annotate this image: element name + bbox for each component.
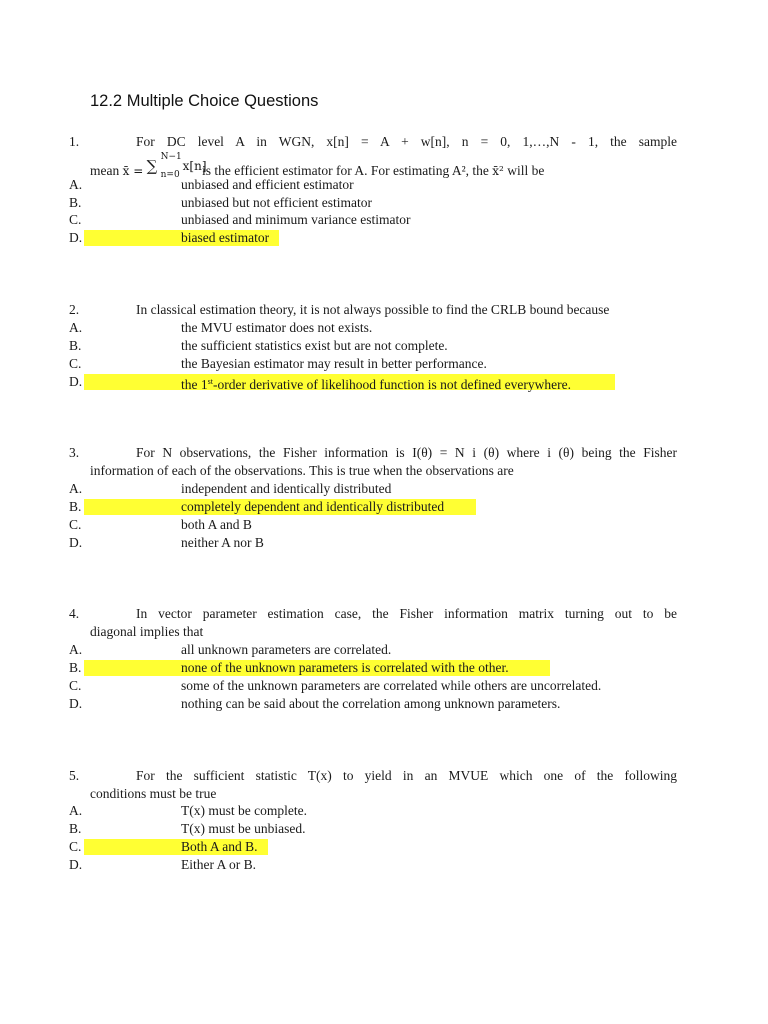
option-letter: A.: [69, 177, 83, 192]
option-text: Either A or B.: [181, 857, 256, 872]
question-number: 4.: [69, 606, 80, 621]
question-text: For N observations, the Fisher information is I(θ) = N i (θ) where i (θ) being the Fisher: [136, 445, 677, 460]
question-text-continued: information of each of the observations. This is true when the observations are: [90, 463, 514, 478]
option-letter: C.: [69, 212, 82, 227]
option-text: unbiased but not efficient estimator: [181, 195, 372, 210]
question-text-continued: conditions must be true: [90, 786, 217, 801]
option-text: both A and B: [181, 517, 252, 532]
section-heading: 12.2 Multiple Choice Questions: [90, 92, 319, 110]
question-text: For DC level A in WGN, x[n] = A + w[n], n = 0, 1,…,N - 1, the sample: [136, 134, 677, 149]
xbar-symbol: x̄ =: [122, 164, 144, 178]
option-text-answer: biased estimator: [181, 230, 270, 245]
question-text-continued: diagonal implies that: [90, 624, 204, 639]
option-letter: D.: [69, 374, 83, 389]
question-number: 3.: [69, 445, 80, 460]
option-letter: D.: [69, 535, 83, 550]
option-letter: C.: [69, 678, 82, 693]
option-letter: D.: [69, 230, 83, 245]
option-text: some of the unknown parameters are correlated while others are uncorrelated.: [181, 678, 602, 693]
question-text-continued: mean x̄ = ∑ N−1 n=0 x[n] is the efficient estimator for A. For estimating A², the x̄² will be: [90, 152, 545, 180]
option-letter: B.: [69, 195, 82, 210]
option-letter: D.: [69, 857, 83, 872]
option-text: unbiased and minimum variance estimator: [181, 212, 411, 227]
question-text: For the sufficient statistic T(x) to yield in an MVUE which one of the following: [136, 768, 677, 783]
option-text: the MVU estimator does not exists.: [181, 320, 373, 335]
option-text: all unknown parameters are correlated.: [181, 642, 392, 657]
option-letter: A.: [69, 481, 83, 496]
option-text: unbiased and efficient estimator: [181, 177, 354, 192]
xbar-squared-symbol: x̄²: [492, 164, 504, 178]
summation-formula: ∑ N−1 n=0 x[n]: [146, 152, 207, 180]
option-letter: A.: [69, 320, 83, 335]
option-letter: A.: [69, 803, 83, 818]
option-letter: B.: [69, 338, 82, 353]
question-number: 1.: [69, 134, 80, 149]
option-text: the sufficient statistics exist but are not complete.: [181, 338, 448, 353]
option-letter: C.: [69, 356, 82, 371]
option-text: nothing can be said about the correlation among unknown parameters.: [181, 696, 561, 711]
option-letter: B.: [69, 660, 82, 675]
option-text: the Bayesian estimator may result in better performance.: [181, 356, 487, 371]
option-text: T(x) must be unbiased.: [181, 821, 306, 836]
option-text: neither A nor B: [181, 535, 264, 550]
option-text: independent and identically distributed: [181, 481, 392, 496]
question-number: 5.: [69, 768, 80, 783]
option-text-answer: the 1st-order derivative of likelihood function is not defined everywhere.: [181, 377, 571, 392]
option-text: T(x) must be complete.: [181, 803, 307, 818]
question-number: 2.: [69, 302, 80, 317]
option-letter: B.: [69, 499, 82, 514]
option-letter: D.: [69, 696, 83, 711]
option-text-answer: completely dependent and identically distributed: [181, 499, 445, 514]
option-letter: B.: [69, 821, 82, 836]
option-letter: C.: [69, 517, 82, 532]
option-text-answer: none of the unknown parameters is correlated with the other.: [181, 660, 509, 675]
option-letter: A.: [69, 642, 83, 657]
option-letter: C.: [69, 839, 82, 854]
option-text-answer: Both A and B.: [181, 839, 258, 854]
question-text: In vector parameter estimation case, the Fisher information matrix turning out to be: [136, 606, 677, 621]
question-text: In classical estimation theory, it is not always possible to find the CRLB bound because: [136, 302, 610, 317]
